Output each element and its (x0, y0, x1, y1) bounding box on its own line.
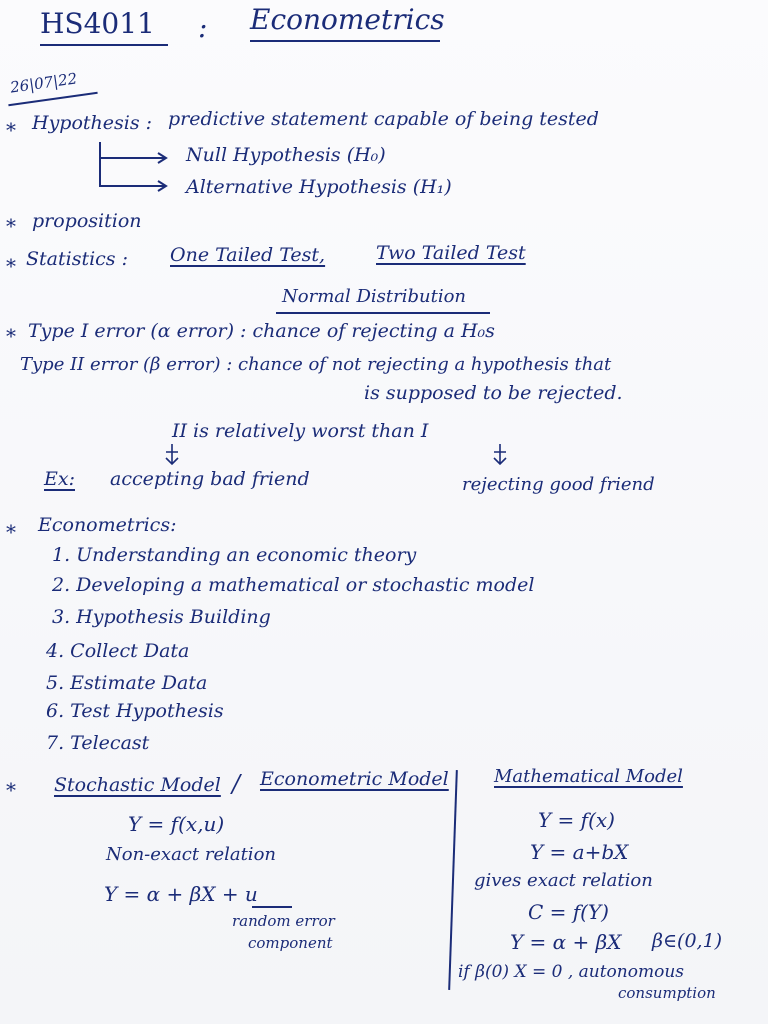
u-underline (252, 906, 292, 908)
course-code-underline (40, 44, 168, 46)
type2-error-line2: is supposed to be rejected. (364, 382, 623, 404)
bullet-statistics: * (6, 254, 16, 278)
math-range: β∈(0,1) (652, 930, 723, 952)
example-left: accepting bad friend (110, 468, 310, 490)
course-title: Econometrics (250, 3, 445, 36)
math-eq4: Y = α + βX (510, 930, 622, 954)
proposition-text: proposition (32, 210, 142, 232)
heading-slash: / (232, 770, 241, 798)
stochastic-eq2: Y = α + βX + u (104, 882, 258, 906)
bullet-stochastic: * (6, 778, 16, 802)
bullet-hypothesis: * (6, 118, 16, 142)
normal-distribution: Normal Distribution (282, 286, 467, 307)
step-1: 1. Understanding an economic theory (52, 544, 417, 566)
step-5: 5. Estimate Data (46, 672, 208, 694)
type2-error-line1: Type II error (β error) : chance of not rejecting a hypothesis that (20, 354, 612, 375)
mathematical-heading: Mathematical Model (494, 766, 683, 787)
alternative-hypothesis: Alternative Hypothesis (H₁) (186, 176, 452, 198)
bullet-proposition: * (6, 214, 16, 238)
example-label: Ex: (44, 468, 75, 490)
bullet-errors: * (6, 324, 16, 348)
course-title-underline (250, 40, 440, 42)
error-comparison: II is relatively worst than I (172, 420, 429, 442)
bullet-econometrics: * (6, 520, 16, 544)
math-eq2: Y = a+bX (530, 840, 629, 864)
stochastic-note: Non-exact relation (106, 844, 276, 865)
course-code: HS4011 (40, 7, 155, 40)
normal-underline (276, 312, 490, 314)
two-tailed-test: Two Tailed Test (376, 242, 526, 264)
u-note-2: component (248, 934, 333, 952)
math-if-line: if β(0) X = 0 , autonomous (458, 962, 684, 982)
hypothesis-definition: predictive statement capable of being tested (168, 108, 599, 130)
one-tailed-test: One Tailed Test, (170, 244, 326, 266)
column-divider (448, 770, 458, 990)
math-if-line2: consumption (618, 984, 716, 1002)
step-7: 7. Telecast (46, 732, 150, 754)
stochastic-eq1: Y = f(x,u) (128, 812, 225, 836)
step-6: 6. Test Hypothesis (46, 700, 224, 722)
math-eq1: Y = f(x) (538, 808, 615, 832)
u-note-1: random error (232, 912, 335, 930)
step-2: 2. Developing a mathematical or stochastic model (52, 574, 535, 596)
econometric-heading: Econometric Model (260, 768, 449, 790)
hypothesis-arrows (98, 140, 178, 200)
step-4: 4. Collect Data (46, 640, 190, 662)
example-right: rejecting good friend (462, 474, 655, 495)
hypothesis-term: Hypothesis : (32, 112, 153, 134)
statistics-term: Statistics : (26, 248, 128, 270)
header-colon: : (198, 11, 208, 44)
type1-error: Type I error (α error) : chance of rejecting a H₀s (28, 320, 495, 342)
econometrics-heading: Econometrics: (38, 514, 177, 536)
null-hypothesis: Null Hypothesis (H₀) (186, 144, 386, 166)
step-3: 3. Hypothesis Building (52, 606, 271, 628)
stochastic-heading: Stochastic Model (54, 774, 221, 796)
math-eq3: C = f(Y) (528, 900, 609, 924)
date: 26|07|22 (9, 69, 79, 97)
math-note: gives exact relation (474, 870, 653, 891)
